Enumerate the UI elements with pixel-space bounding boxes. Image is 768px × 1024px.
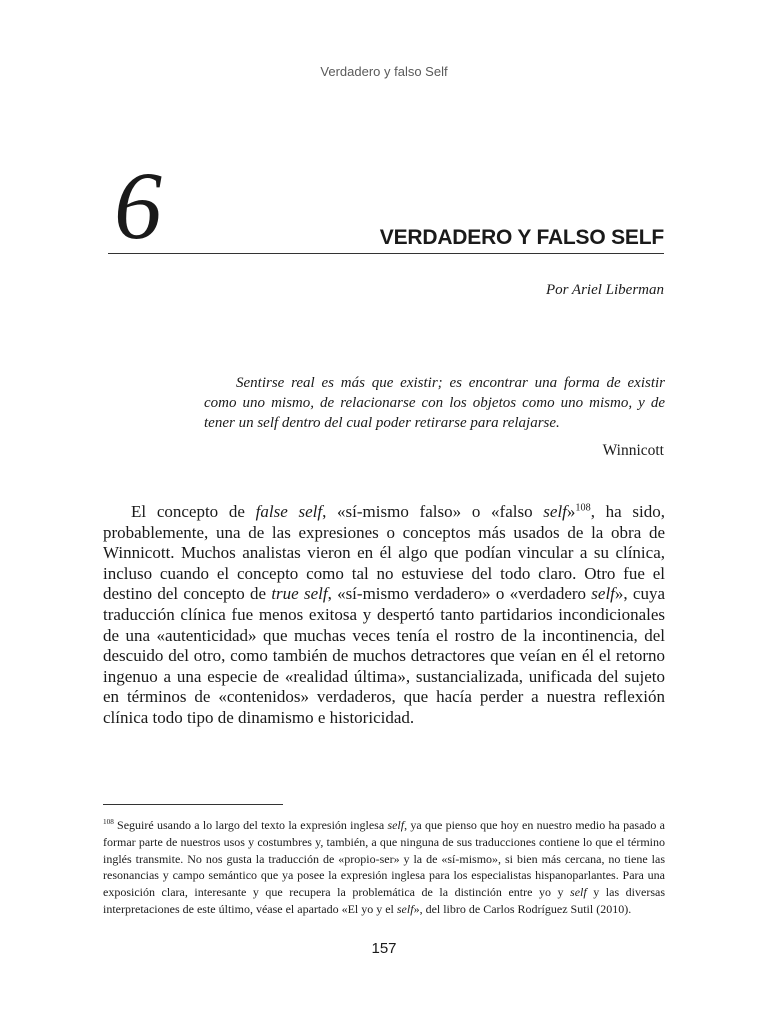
footnote-reference[interactable]: 108 (575, 502, 591, 514)
footnote-text-segment: , ya que pienso que hoy en nuestro medio ha pasado a formar parte de nuestros usos y costumbres y, también, a que ninguna de sus traducciones contiene lo que el término inglés transmite. No nos gusta la traducción de «propio-ser» y la de «sí-mismo», si bien más cercana, no tiene las resonancias y campo semántico que ya posee la expresión inglesa para los especialistas hispanoparlantes. Para una exposición clara, interesante y que recupera la problemática de la distinción entre yo y (103, 818, 665, 900)
body-text-segment: , «sí-mismo falso» o «falso (322, 502, 544, 521)
chapter-title: VERDADERO Y FALSO SELF (379, 226, 664, 249)
footnote-text-segment: », del libro de Carlos Rodríguez Sutil (2010). (413, 901, 632, 916)
term-self: self (543, 502, 567, 521)
chapter-author: Por Ariel Liberman (545, 282, 664, 298)
page-number: 157 (371, 940, 397, 957)
footnote-divider (103, 804, 283, 805)
term-self: self (570, 885, 587, 900)
footnote-text-segment: Seguiré usando a lo largo del texto la expresión inglesa (113, 818, 388, 832)
body-text-segment: , «sí-mismo verdadero» o «verdadero (327, 584, 592, 604)
term-self: self (591, 584, 615, 604)
term-true-self: true self (271, 584, 328, 604)
body-text-segment: , ha sido, probablemente, una de las expresiones o conceptos más usados de la obra de Winnicott. Muchos analistas vieron en él algo que podían vincular a su clínica, incluso cuando el concepto como tal no estuviese del todo claro. Otro fue el destino del concepto de (103, 502, 665, 604)
body-text-segment: » (566, 502, 576, 521)
chapter-number: 6 (114, 152, 162, 259)
footnote (103, 817, 665, 918)
running-header: Verdadero y falso Self (320, 64, 448, 79)
term-false-self: false self (255, 502, 323, 521)
body-text-segment: El concepto de (131, 502, 256, 521)
epigraph-source: Winnicott (602, 442, 664, 459)
epigraph-quote: Sentirse real es más que existir; es encontrar una forma de existir como uno mismo, de relacionarse con los objetos como uno mismo, y de tener un self dentro del cual poder retirarse para relajarse. (204, 375, 665, 431)
chapter-divider (108, 253, 664, 254)
footnote-number: 108 (103, 818, 114, 826)
footnote-text-segment: y las diversas interpretaciones de este último, véase el apartado «El yo y el (103, 885, 665, 916)
body-paragraph (103, 502, 665, 729)
term-self: self (387, 818, 405, 832)
term-self: self (396, 901, 414, 916)
body-text-segment: », cuya traducción clínica fue menos exitosa y despertó tanto partidarios incondicionales de una «autenticidad» que muchas veces tenía el rostro de la incontinencia, del descuido del otro, como también de muchos detractores que veían en él el retorno ingenuo a una especie de «realidad última», sustancializada, unificada del sujeto en términos de «contenidos» verdaderos, que hacía perder a nuestra reflexión clínica todo tipo de dinamismo e historicidad. (103, 584, 666, 727)
